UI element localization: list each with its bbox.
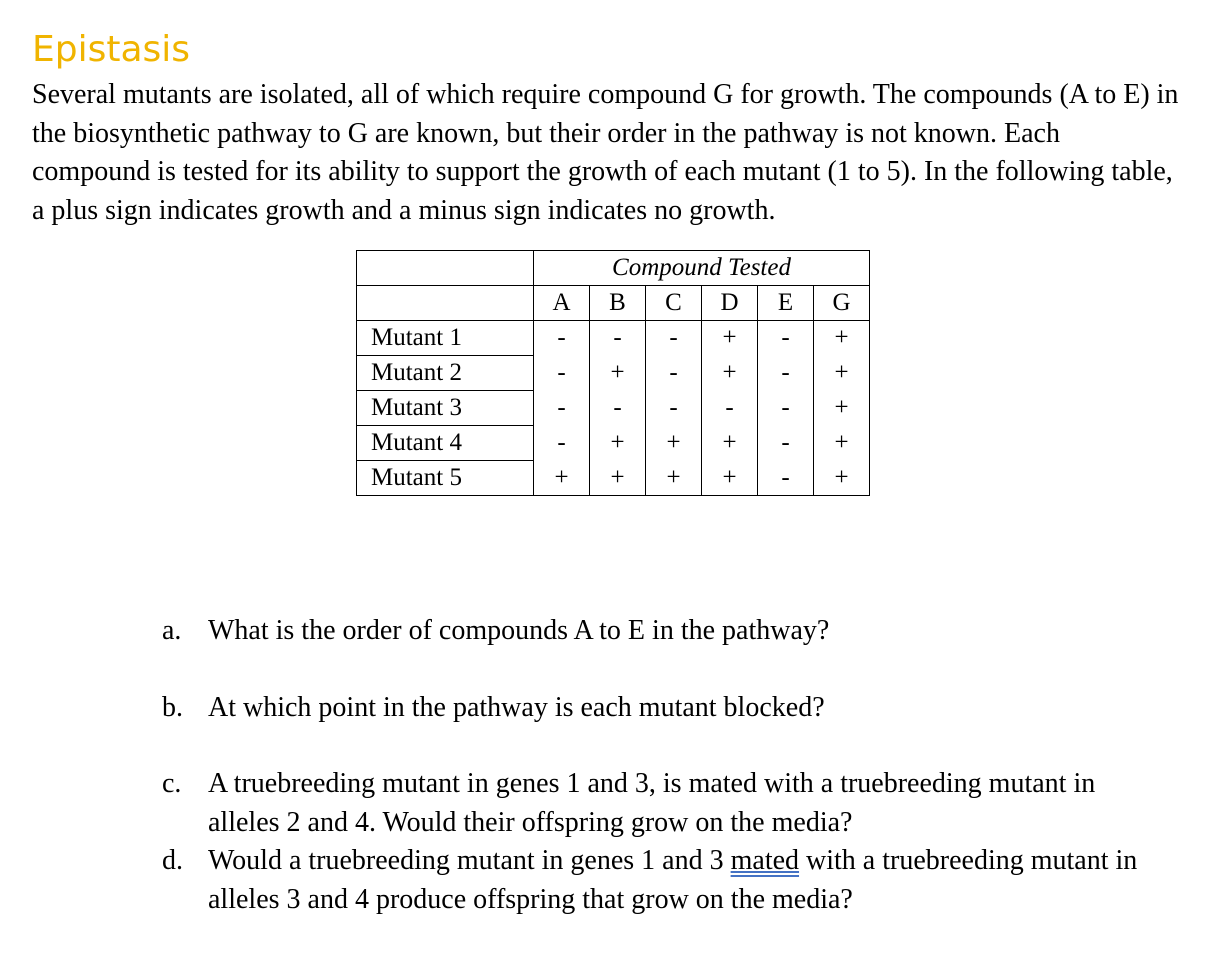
table-corner-cell-2 bbox=[357, 286, 534, 321]
table-cell: + bbox=[646, 426, 702, 461]
table-cell: + bbox=[590, 356, 646, 391]
table-row bbox=[357, 391, 870, 426]
table-cell: - bbox=[534, 391, 590, 426]
question-b bbox=[162, 689, 1162, 728]
row-label: Mutant 5 bbox=[357, 461, 534, 496]
table-cell: + bbox=[702, 426, 758, 461]
table-cell: + bbox=[590, 461, 646, 496]
table-cell: + bbox=[814, 391, 870, 426]
row-label: Mutant 2 bbox=[357, 356, 534, 391]
table-cell: - bbox=[534, 356, 590, 391]
table-cell: + bbox=[814, 461, 870, 496]
table-row bbox=[357, 356, 870, 391]
question-text: At which point in the pathway is each mutant blocked? bbox=[208, 691, 825, 723]
question-text-end: with a truebreeding mutant in alleles 3 and 4 produce offspring that grow on the media? bbox=[208, 845, 1138, 915]
column-header: E bbox=[758, 286, 814, 321]
table-cell: + bbox=[590, 426, 646, 461]
table-cell: - bbox=[646, 356, 702, 391]
table-cell: + bbox=[534, 461, 590, 496]
table-cell: - bbox=[702, 391, 758, 426]
table-cell: + bbox=[702, 321, 758, 356]
question-text: What is the order of compounds A to E in the pathway? bbox=[208, 615, 830, 646]
spellcheck-underlined-word[interactable]: mated bbox=[730, 845, 800, 876]
column-header: C bbox=[646, 286, 702, 321]
row-label: Mutant 3 bbox=[357, 391, 534, 426]
column-header: A bbox=[534, 286, 590, 321]
table-cell: - bbox=[758, 356, 814, 391]
question-d bbox=[162, 842, 1162, 919]
table-cell: - bbox=[646, 321, 702, 356]
table-corner-cell bbox=[357, 251, 534, 286]
table-cell: - bbox=[758, 321, 814, 356]
table-row bbox=[357, 321, 870, 356]
column-header: D bbox=[702, 286, 758, 321]
table-cell: - bbox=[590, 321, 646, 356]
column-header: B bbox=[590, 286, 646, 321]
table-cell: + bbox=[702, 356, 758, 391]
row-label: Mutant 4 bbox=[357, 426, 534, 461]
table-cell: - bbox=[758, 426, 814, 461]
table-cell: - bbox=[534, 426, 590, 461]
question-letter: b. bbox=[162, 691, 183, 723]
page-title: Epistasis bbox=[32, 29, 191, 70]
table-cell: + bbox=[646, 461, 702, 496]
intro-paragraph: Several mutants are isolated, all of which require compound G for growth. The compounds (A to E) in the biosynthetic pathway to G are known, but their order in the pathway is not known. Each compound is tested for its ability to support the growth of each mutant (1 to 5). In the following table, a plus sign indicates growth and a minus sign indicates no growth. bbox=[32, 79, 1179, 226]
table-row bbox=[357, 461, 870, 496]
table-group-header-row bbox=[357, 251, 870, 286]
table-cell: - bbox=[534, 321, 590, 356]
table-cell: - bbox=[590, 391, 646, 426]
question-letter: c. bbox=[162, 768, 182, 799]
results-table bbox=[356, 250, 870, 496]
column-header: G bbox=[814, 286, 870, 321]
table-cell: - bbox=[758, 461, 814, 496]
question-letter: a. bbox=[162, 615, 182, 646]
question-text-start: Would a truebreeding mutant in genes 1 and 3 bbox=[208, 845, 731, 876]
table-cell: + bbox=[814, 426, 870, 461]
question-list bbox=[162, 612, 1162, 919]
table-column-header-row bbox=[357, 286, 870, 321]
table-cell: + bbox=[814, 356, 870, 391]
question-c bbox=[162, 765, 1162, 842]
question-text: A truebreeding mutant in genes 1 and 3, is mated with a truebreeding mutant in alleles 2 and 4. Would their offspring grow on the media? bbox=[208, 768, 1096, 838]
table-cell: - bbox=[758, 391, 814, 426]
question-letter: d. bbox=[162, 845, 183, 876]
compound-tested-header: Compound Tested bbox=[534, 251, 870, 286]
table-cell: - bbox=[646, 391, 702, 426]
table-cell: + bbox=[702, 461, 758, 496]
table-cell: + bbox=[814, 321, 870, 356]
row-label: Mutant 1 bbox=[357, 321, 534, 356]
table-row bbox=[357, 426, 870, 461]
question-a bbox=[162, 612, 1162, 651]
